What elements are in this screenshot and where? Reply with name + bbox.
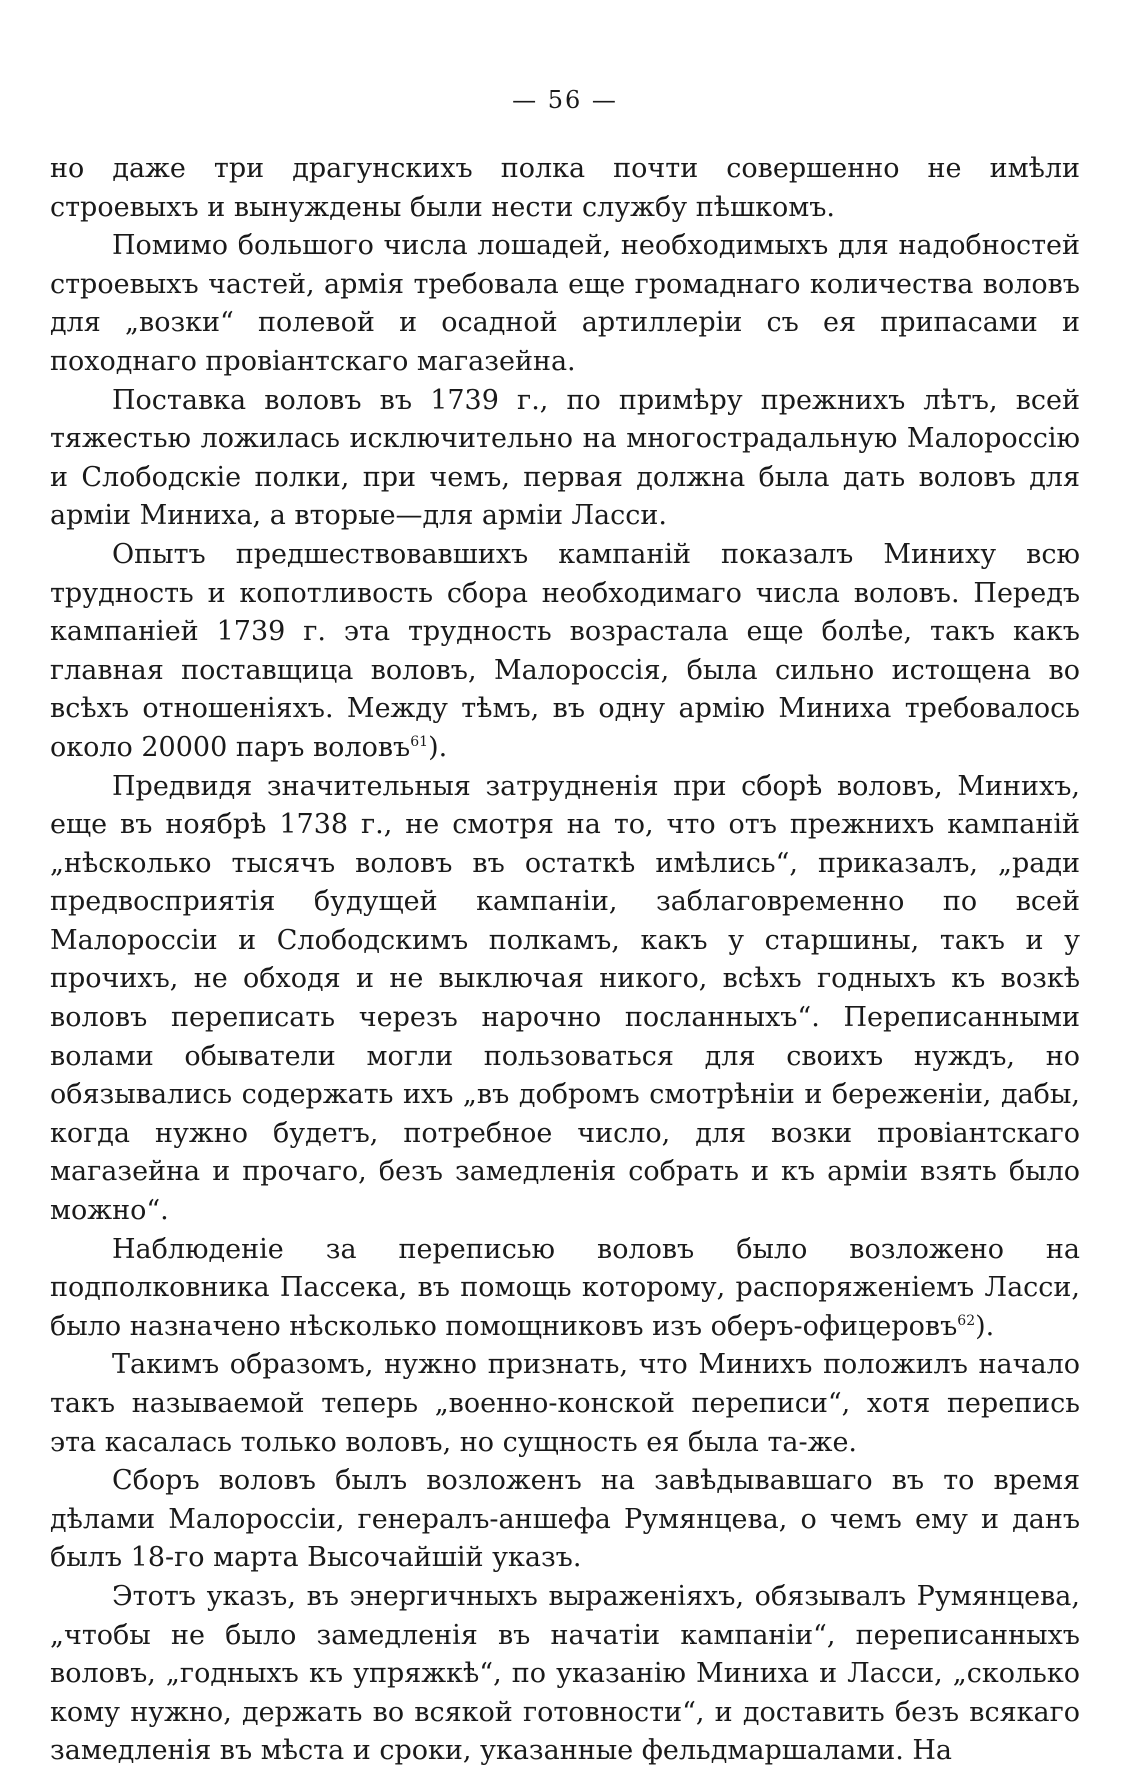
paragraph: Этотъ указъ, въ энергичныхъ выраженіяхъ, обязывалъ Румянцева, „чтобы не было замедленія въ начатіи кампаніи“, переписанныхъ воловъ, „годныхъ къ упряжкѣ“, по указанію Миниха и Ласси, „сколько кому нужно, держать во всякой готовности“, и доставить безъ всякаго замедленія въ мѣста и сроки, указанные фельдмаршалами. На	[50, 1580, 1080, 1767]
body-text	[50, 150, 1080, 1771]
footnote-ref: 62	[957, 1312, 976, 1329]
paragraph: но даже три драгунскихъ полка почти совершенно не имѣли строевыхъ и вынуждены были нести службу пѣшкомъ.	[50, 153, 1080, 223]
paragraph-text: Опытъ предшествовавшихъ кампаній показалъ Миниху всю трудность и копотливость сбора необходимаго числа воловъ. Передъ кампаніей 1739 г. эта трудность возрастала еще болѣе, такъ какъ главная поставщица воловъ, Малороссія, была сильно истощена во всѣхъ отношеніяхъ. Между тѣмъ, въ одну армію Миниха требовалось около 20000 паръ воловъ	[50, 538, 1080, 763]
page-number: — 56 —	[512, 86, 618, 114]
footnote-ref: 61	[410, 733, 429, 750]
paragraph	[50, 1231, 1080, 1347]
paragraph: Помимо большого числа лошадей, необходимыхъ для надобностей строевыхъ частей, армія требовала еще громаднаго количества воловъ для „возки“ полевой и осадной артиллеріи съ ея припасами и походнаго провіантскаго магазейна.	[50, 230, 1080, 377]
paragraph: Сборъ воловъ былъ возложенъ на завѣдывавшаго въ то время дѣлами Малороссіи, генералъ-аншефа Румянцева, о чемъ ему и данъ былъ 18-го марта Высочайшій указъ.	[50, 1465, 1080, 1574]
paragraph-text: Наблюденіе за переписью воловъ было возложено на подполковника Пассека, въ помощь которому, распоряженіемъ Ласси, было назначено нѣсколько помощниковъ изъ оберъ-офицеровъ	[50, 1233, 1080, 1342]
paragraph: Такимъ образомъ, нужно признать, что Минихъ положилъ начало такъ называемой теперь „военно-конской переписи“, хотя перепись эта касалась только воловъ, но сущность ея была та-же.	[50, 1349, 1080, 1458]
paragraph	[50, 536, 1080, 768]
footnote-close: ).	[428, 731, 448, 763]
footnote-close: ).	[975, 1310, 995, 1342]
paragraph: Предвидя значительныя затрудненія при сборѣ воловъ, Минихъ, еще въ ноябрѣ 1738 г., не смотря на то, что отъ прежнихъ кампаній „нѣсколько тысячъ воловъ въ остаткѣ имѣлись“, приказалъ, „ради предвосприятія будущей кампаніи, заблаговременно по всей Малороссіи и Слободскимъ полкамъ, какъ у старшины, такъ и у прочихъ, не обходя и не выключая никого, всѣхъ годныхъ къ возкѣ воловъ переписать черезъ нарочно посланныхъ“. Переписанными волами обыватели могли пользоваться для своихъ нуждъ, но обязывались содержать ихъ „въ добромъ смотрѣніи и береженіи, дабы, когда нужно будетъ, потребное число, для возки провіантскаго магазейна и прочаго, безъ замедленія собрать и къ арміи взять было можно“.	[50, 770, 1080, 1227]
paragraph: Поставка воловъ въ 1739 г., по примѣру прежнихъ лѣтъ, всей тяжестью ложилась исключительно на многострадальную Малороссію и Слободскіе полки, при чемъ, первая должна была дать воловъ для арміи Миниха, а вторые—для арміи Ласси.	[50, 384, 1080, 532]
